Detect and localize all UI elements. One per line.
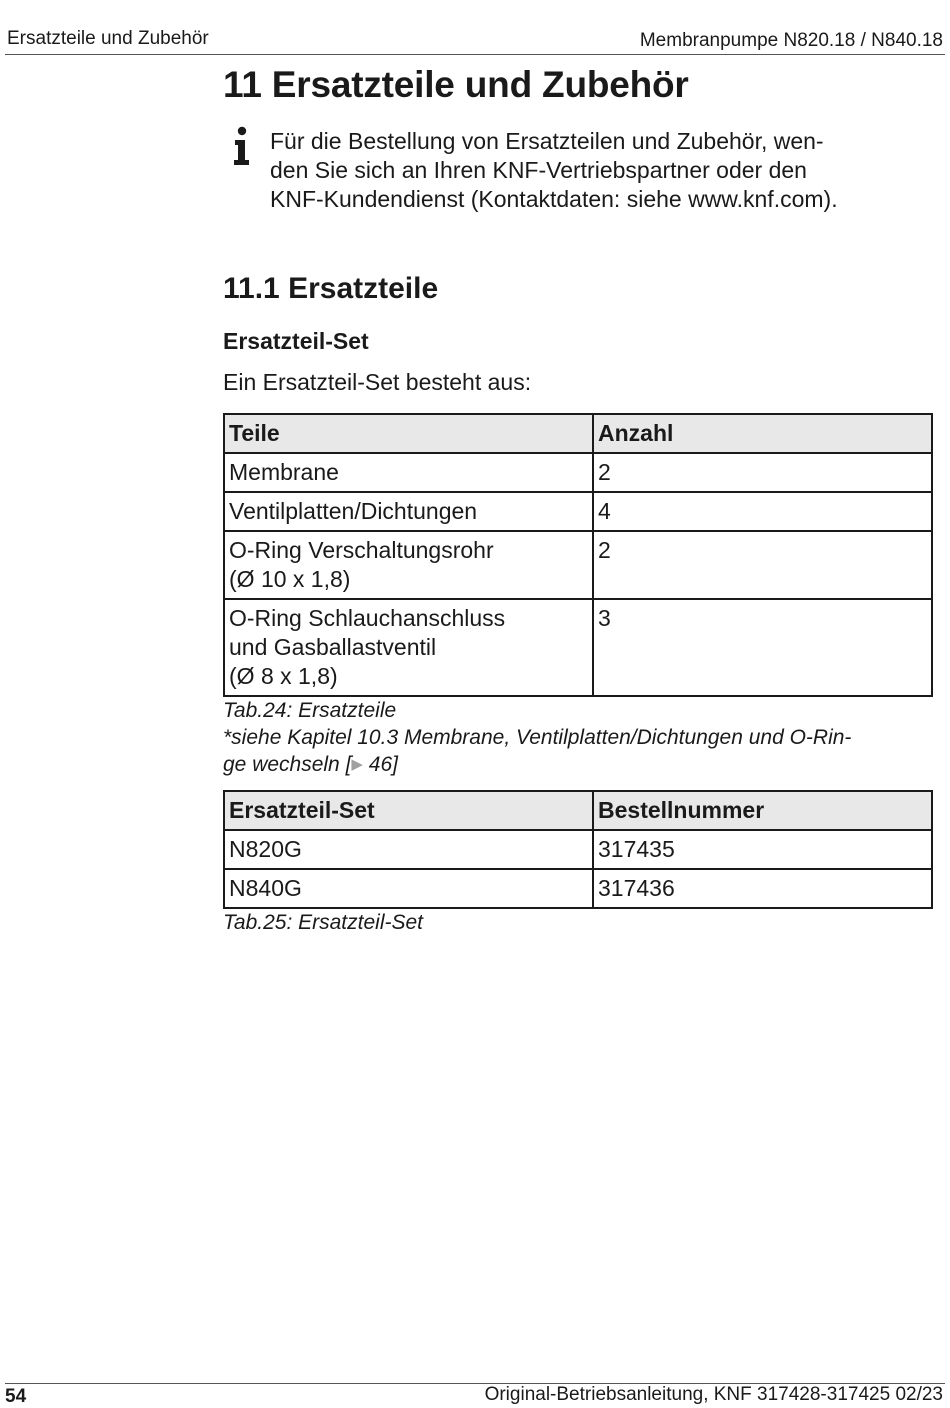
- header-chapter: Ersatzteile und Zubehör: [7, 28, 209, 49]
- part-line: O-Ring Schlauchanschluss: [229, 605, 506, 631]
- count-cell: 2: [593, 453, 932, 492]
- section-title: 11.1 Ersatzteile: [223, 272, 439, 305]
- note-text: ge wechseln [: [223, 753, 352, 776]
- info-line-3: KNF-Kundendienst (Kontaktdaten: siehe www.knf.com).: [270, 186, 838, 212]
- part-cell: [224, 599, 593, 696]
- table-row: [224, 492, 932, 531]
- part-cell: [224, 531, 593, 599]
- part-cell: [224, 453, 593, 492]
- note-line-1: *siehe Kapitel 10.3 Membrane, Ventilplatten/Dichtungen und O-Rin-: [223, 726, 852, 749]
- caption-text: Tab.24: Ersatzteile: [223, 699, 397, 722]
- chapter-title: 11 Ersatzteile und Zubehör: [223, 64, 689, 105]
- order-number-cell: 317435: [593, 830, 932, 869]
- part-line: und Gasballastventil: [229, 634, 437, 660]
- header-product: Membranpumpe N820.18 / N840.18: [639, 30, 943, 51]
- table-row: [224, 869, 932, 908]
- set-cell: N820G: [224, 830, 593, 869]
- page-number: 54: [5, 1386, 27, 1407]
- page-header: [5, 28, 945, 55]
- count-cell: 4: [593, 492, 932, 531]
- count-cell: 2: [593, 531, 932, 599]
- document-reference: Original-Betriebsanleitung, KNF 317428-317425 02/23: [484, 1384, 943, 1405]
- part-cell: [224, 492, 593, 531]
- column-header: Ersatzteil-Set: [224, 791, 593, 830]
- info-line-1: Für die Bestellung von Ersatzteilen und Zubehör, wen-: [270, 128, 824, 154]
- table-row: [224, 531, 932, 599]
- table-row: [224, 830, 932, 869]
- note-line-2[interactable]: [223, 753, 398, 776]
- table-row: [224, 599, 932, 696]
- info-icon: [231, 126, 253, 166]
- info-note: [270, 127, 930, 214]
- subsection-title: Ersatzteil-Set: [223, 328, 369, 354]
- column-header: Teile: [224, 414, 593, 453]
- part-line: Ventilplatten/Dichtungen: [229, 498, 478, 524]
- parts-table: [223, 413, 933, 697]
- note-page-reference[interactable]: 46]: [362, 753, 398, 776]
- part-line: (Ø 8 x 1,8): [229, 663, 338, 689]
- intro-text: Ein Ersatzteil-Set besteht aus:: [223, 369, 532, 395]
- order-number-cell: 317436: [593, 869, 932, 908]
- set-table-caption: Tab.25: Ersatzteil-Set: [223, 911, 423, 934]
- part-line: Membrane: [229, 459, 339, 485]
- part-line: (Ø 10 x 1,8): [229, 566, 351, 592]
- count-cell: 3: [593, 599, 932, 696]
- column-header: Bestellnummer: [593, 791, 932, 830]
- cross-reference-arrow-icon: ▶: [351, 756, 363, 773]
- table-header-row: [224, 414, 932, 453]
- table-header-row: [224, 791, 932, 830]
- page-footer: [5, 1383, 945, 1408]
- info-line-2: den Sie sich an Ihren KNF-Vertriebspartner oder den: [270, 157, 807, 183]
- table-row: [224, 453, 932, 492]
- set-table: [223, 790, 933, 909]
- set-cell: N840G: [224, 869, 593, 908]
- part-line: O-Ring Verschaltungsrohr: [229, 537, 494, 563]
- parts-table-caption: [223, 697, 933, 780]
- column-header: Anzahl: [593, 414, 932, 453]
